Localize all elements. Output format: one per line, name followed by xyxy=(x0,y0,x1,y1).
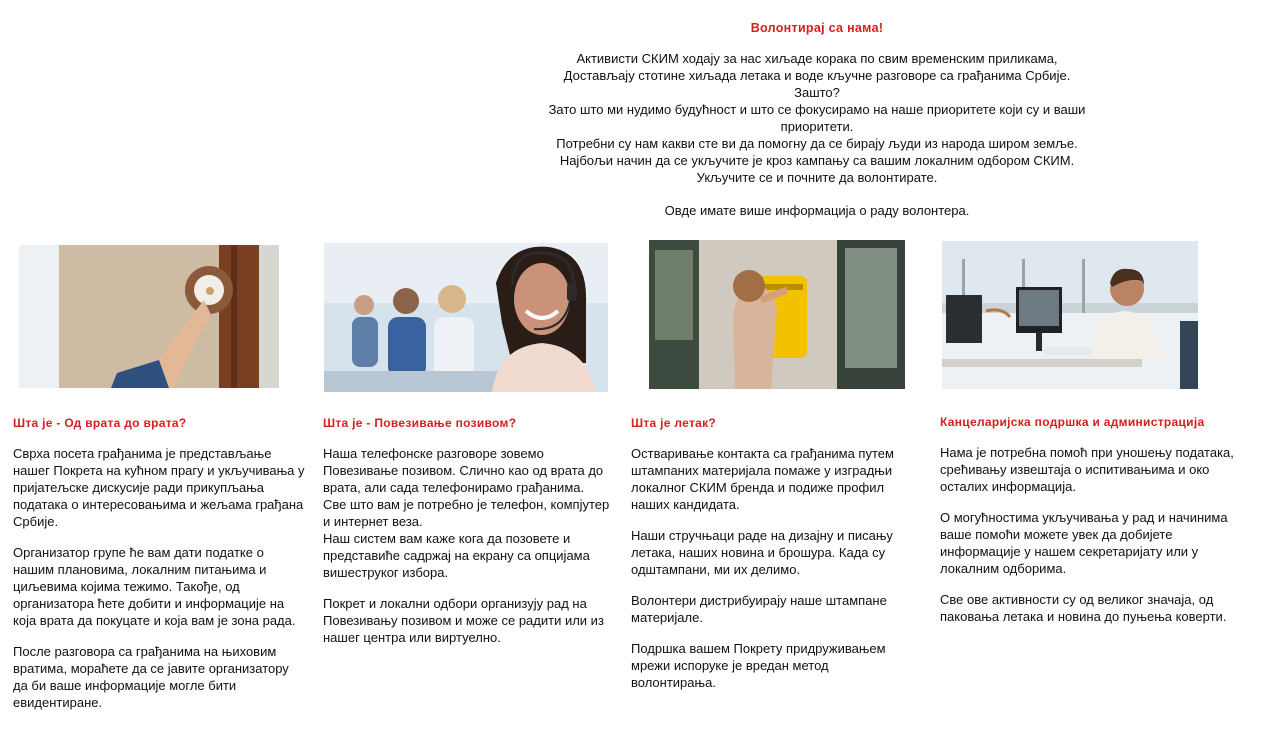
intro-line: Активисти СКИМ ходају за нас хиљаде корака по свим временским приликама, xyxy=(576,51,1058,66)
section-paragraph: Организатор групе ће вам дати податке о нашим плановима, локалним питањима и циљевима којима тежимо. Такође, од организатора ћете добити и информације на која врата да покуцате и која вам је зона рада. xyxy=(13,545,296,628)
section-paragraph: Подршка вашем Покрету придруживањем мрежи испоруке је вредан метод волонтирања. xyxy=(631,641,886,690)
section-paragraph: Наш систем вам каже кога да позовете и представиће садржај на екрану са опцијама вишеструког избора. xyxy=(323,531,590,580)
section-title: Канцеларијска подршка и администрација xyxy=(940,415,1205,429)
intro-line: Укључите се и почните да волонтирате. xyxy=(696,170,938,185)
section-title: Шта је - Повезивање позивом? xyxy=(323,416,517,430)
intro-line: Достављају стотине хиљада летака и воде кључне разговоре са грађанима Србије. xyxy=(563,68,1071,83)
intro-line: Зашто? xyxy=(794,85,840,100)
section-paragraph: О могућностима укључивања у рад и начинима ваше помоћи можете увек да добијете информације у нашем секретаријату или у локалним одборима. xyxy=(940,510,1228,576)
office-photo xyxy=(942,241,1198,389)
intro-line: Потребни су нам какви сте ви да помогну да се бирају људи из народа широм земље. xyxy=(556,136,1078,151)
intro-title: Волонтирај са нама! xyxy=(750,21,884,35)
section-paragraph: После разговора са грађанима на њиховим вратима, мораћете да се јавите организатору да би ваше информације могле бити евидентиране. xyxy=(13,644,289,710)
section-paragraph: Све што вам је потребно је телефон, компјутер и интернет веза. xyxy=(323,497,610,529)
office-support-section xyxy=(940,414,1246,639)
intro-line: Зато што ми нудимо будућност и што се фокусирамо на наше приоритете који су и ваши приоритети. xyxy=(548,102,1086,134)
volunteer-intro xyxy=(530,20,1104,219)
section-paragraph: Наша телефонске разговоре зовемо Повезивање позивом. Слично као од врата до врата, али сада телефонирамо грађанима. xyxy=(323,446,604,495)
section-paragraph: Наши стручњаци раде на дизајну и писању летака, наших новина и брошура. Када су одштампани, ми их делимо. xyxy=(631,528,893,577)
section-paragraph: Волонтери дистрибуирају наше штампане материјале. xyxy=(631,593,887,625)
section-paragraph: Сврха посета грађанима је представљање нашег Покрета на кућном прагу и укључивања у пријатељске дискусије ради прикупљања података о интересовањима и жељама грађана Србије. xyxy=(13,446,305,529)
leaflet-section xyxy=(631,415,913,705)
section-paragraph: Остваривање контакта са грађанима путем штампаних материјала помаже у изградњи локалног СКИМ бренда и подиже профил наших кандидата. xyxy=(631,446,894,512)
phone-calls-section xyxy=(323,415,613,660)
intro-line: Најбољи начин да се укључите је кроз кампању са вашим локалним одбором СКИМ. xyxy=(559,153,1075,168)
door-to-door-section xyxy=(13,415,305,725)
section-paragraph: Све ове активности су од великог значаја, од паковања летака и новина до пуњења коверти. xyxy=(940,592,1227,624)
more-info-link[interactable]: Овде имате више информација о раду волонтера. xyxy=(664,203,970,218)
call-center-photo xyxy=(324,243,608,392)
mailbox-photo xyxy=(649,240,905,389)
section-title: Шта је летак? xyxy=(631,416,717,430)
section-paragraph: Покрет и локални одбори организују рад на Повезивању позивом и може се радити или из нашег центра или виртуелно. xyxy=(323,596,604,645)
section-title: Шта је - Од врата до врата? xyxy=(13,416,187,430)
section-paragraph: Нама је потребна помоћ при уношењу података, срећивању извештаја о испитивањима и око осталих информација. xyxy=(940,445,1234,494)
doorbell-photo xyxy=(19,245,279,388)
